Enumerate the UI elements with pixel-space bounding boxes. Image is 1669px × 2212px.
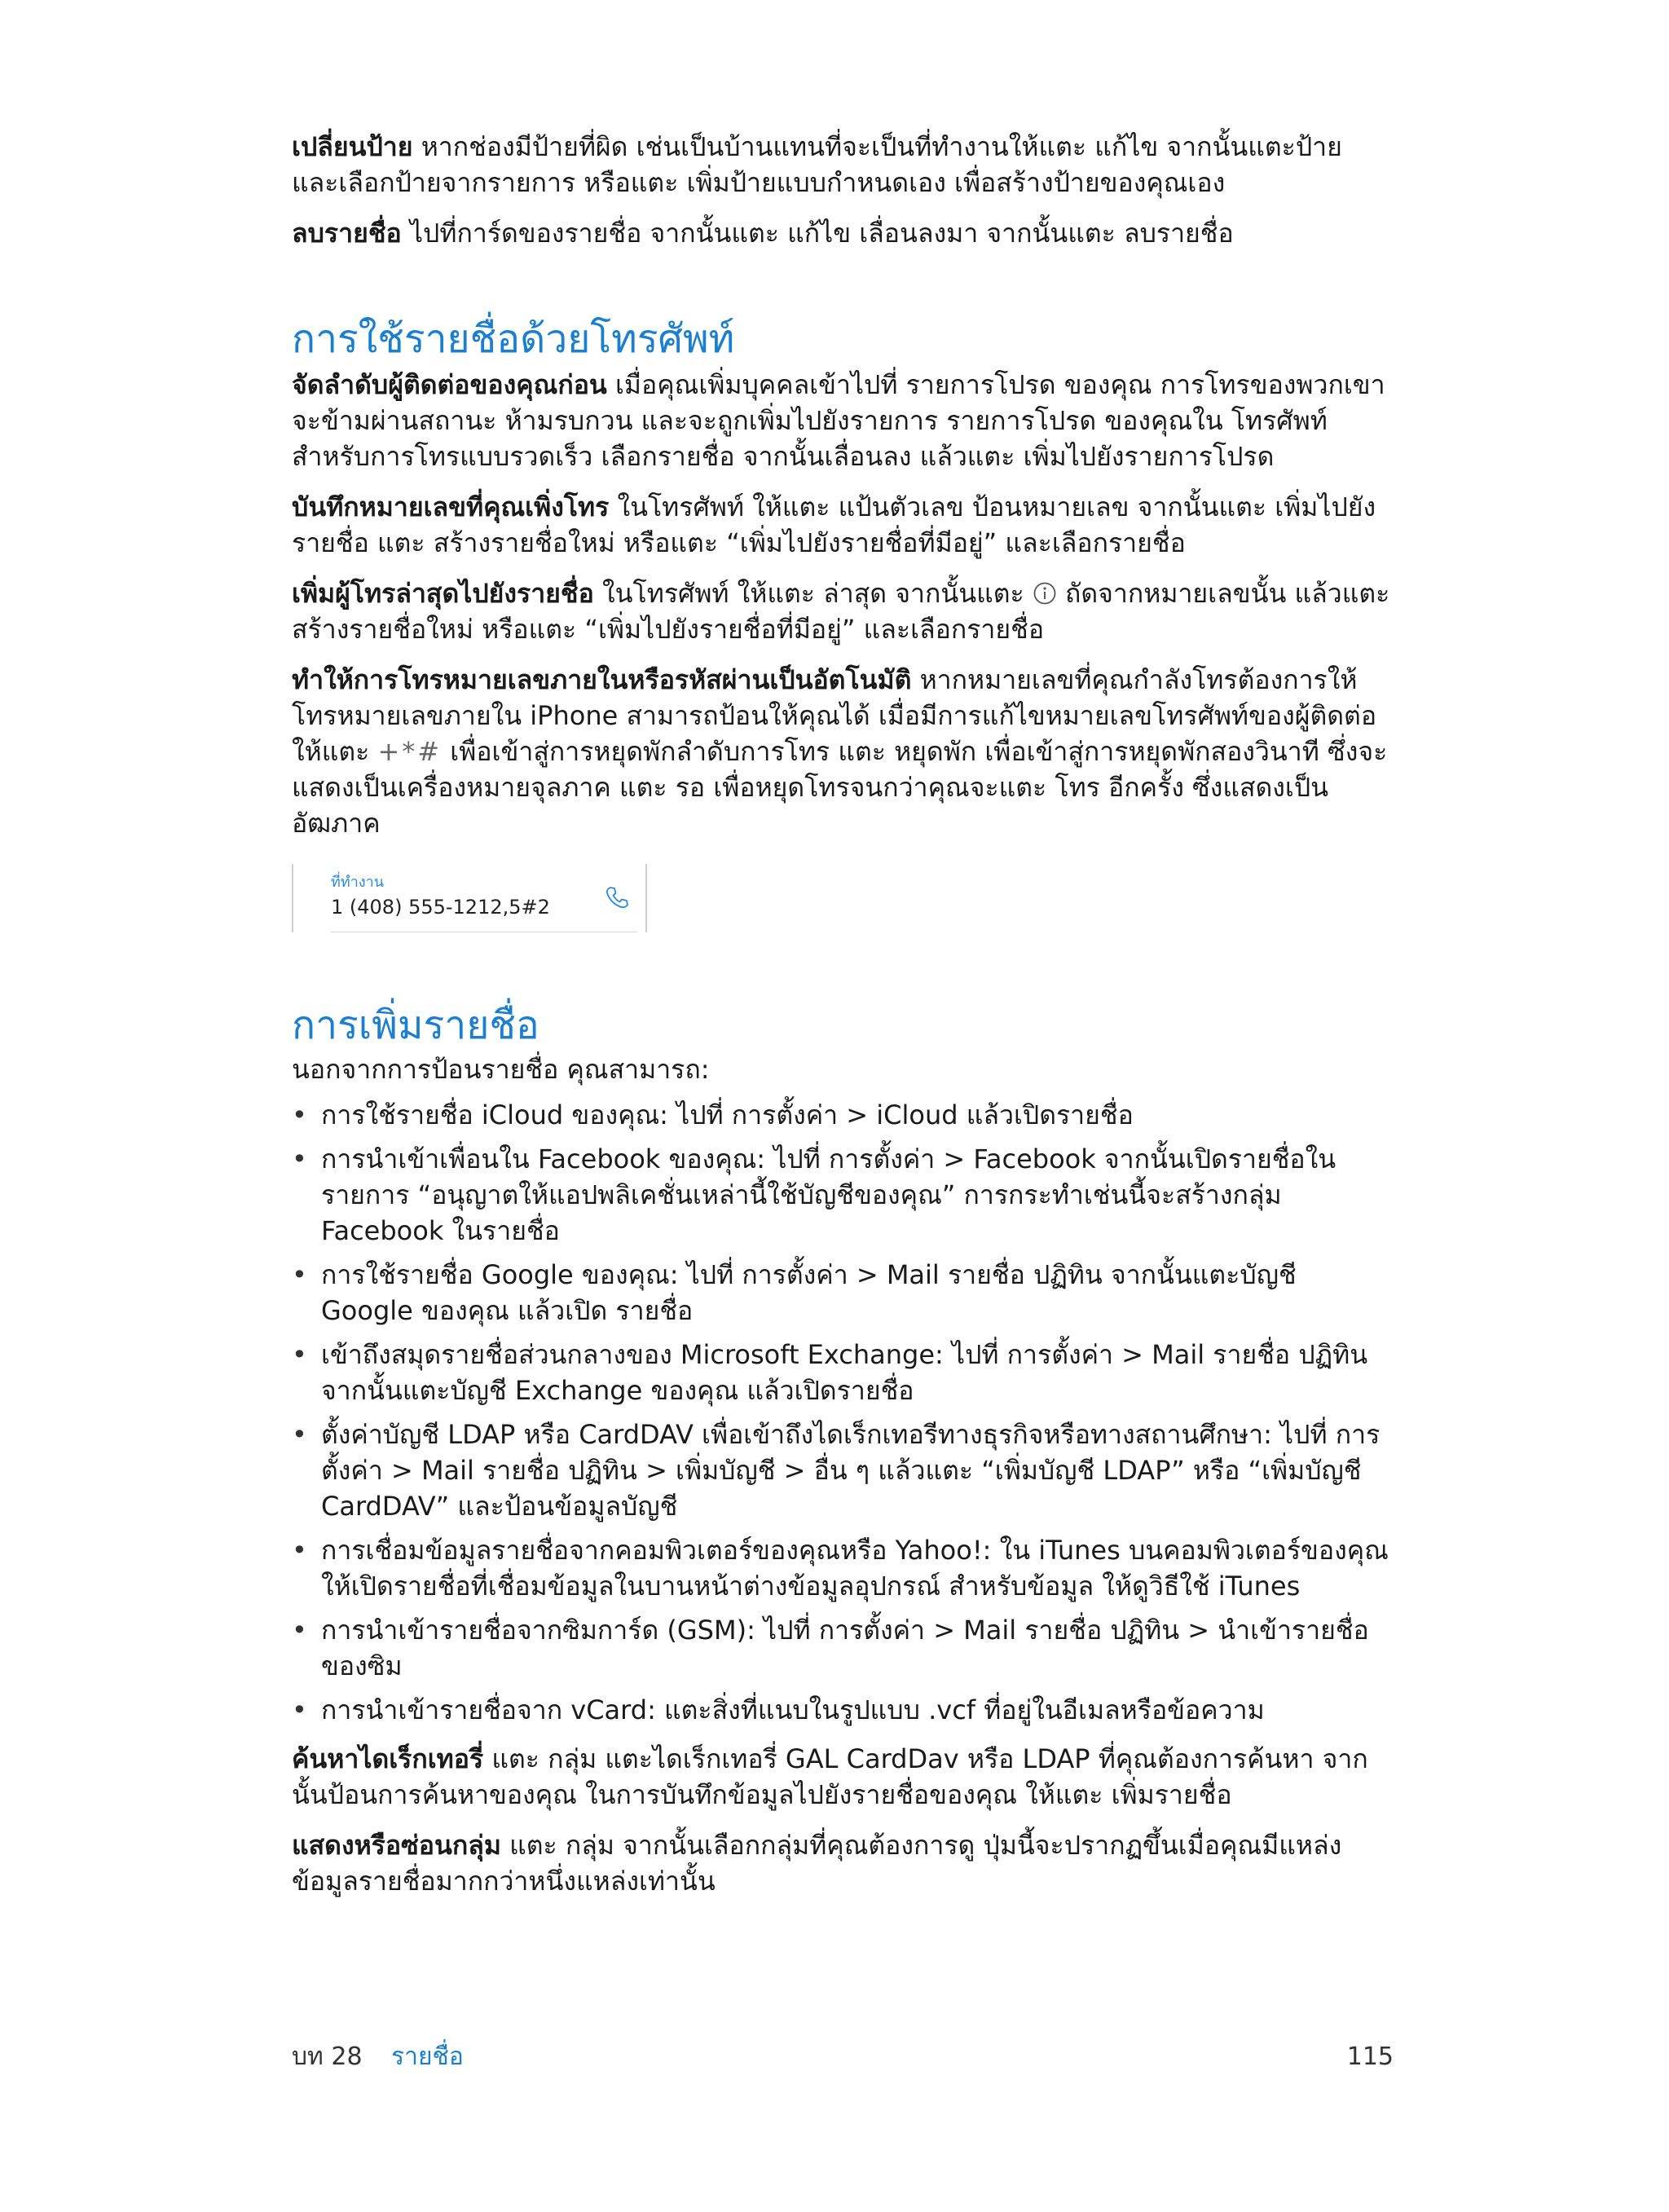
section-intro: นอกจากการป้อนรายชื่อ คุณสามารถ: (292, 1054, 710, 1085)
phone-call-icon (603, 883, 631, 911)
list-item: • ตั้งค่าบัญชี LDAP หรือ CardDAV เพื่อเข้าถึงไดเร็กเทอรีทางธุรกิจหรือทางสถานศึกษา: ไปที่ การตั้งค่า > Mail รายชื่อ ปฏิทิน > เพิ่มบัญชี > อื่น ๆ แล้วแตะ “เพิ่มบัญชี LDAP” หรือ “เพิ่มบัญชี CardDAV” และป้อนข้อมูลบัญชี (292, 1417, 1392, 1524)
chapter-name-link[interactable]: รายชื่อ (391, 2042, 464, 2071)
phone-number: 1 (408) 555-1212,5#2 (331, 896, 550, 919)
list-item: • การนำเข้ารายชื่อจากซิมการ์ด (GSM): ไปที่ การตั้งค่า > Mail รายชื่อ ปฏิทิน > นำเข้ารายชื่อของซิม (292, 1612, 1392, 1684)
section-title-use-contacts-with-phone: การใช้รายชื่อด้วยโทรศัพท์ (292, 316, 735, 362)
bullet-icon: • (292, 1099, 307, 1130)
paragraph-extension-dialing: ทำให้การโทรหมายเลขภายในหรือรหัสผ่านเป็นอัตโนมัติ หากหมายเลขที่คุณกำลังโทรต้องการให้โทรหมายเลขภายใน iPhone สามารถป้อนให้คุณได้ เมื่อมีการแก้ไขหมายเลขโทรศัพท์ของผู้ติดต่อ ให้แตะ +*# เพื่อเข้าสู่การหยุดพักลำดับการโทร แตะ หยุดพัก เพื่อเข้าสู่การหยุดพักสองวินาที ซึ่งจะแสดงเป็นเครื่องหมายจุลภาค แตะ รอ เพื่อหยุดโทรจนกว่าคุณจะแตะ โทร อีกครั้ง ซึ่งแสดงเป็นอัฒภาค (292, 664, 1388, 839)
page-number: 115 (1346, 2042, 1394, 2071)
list-item: • การใช้รายชื่อ iCloud ของคุณ: ไปที่ การตั้งค่า > iCloud แล้วเปิดรายชื่อ (292, 1097, 1392, 1133)
section-title-add-contacts: การเพิ่มรายชื่อ (292, 1002, 539, 1048)
list-item: • การนำเข้าเพื่อนใน Facebook ของคุณ: ไปที่ การตั้งค่า > Facebook จากนั้นเปิดรายชื่อในรายการ “อนุญาตให้แอปพลิเคชั่นเหล่านี้ใช้บัญชีของคุณ” การกระทำเช่นนี้จะสร้างกลุ่ม Facebook ในรายชื่อ (292, 1141, 1392, 1249)
bullet-icon: • (292, 1535, 307, 1566)
list-item: • เข้าถึงสมุดรายชื่อส่วนกลางของ Microsoft Exchange: ไปที่ การตั้งค่า > Mail รายชื่อ ปฏิทิน จากนั้นแตะบัญชี Exchange ของคุณ แล้วเปิดรายชื่อ (292, 1337, 1392, 1408)
paragraph-delete-contact: ลบรายชื่อ ไปที่การ์ดของรายชื่อ จากนั้นแตะ แก้ไข เลื่อนลงมา จากนั้นแตะ ลบรายชื่อ (292, 218, 1234, 249)
paragraph-change-label: เปลี่ยนป้าย หากช่องมีป้ายที่ผิด เช่นเป็นบ้านแทนที่จะเป็นที่ทำงานให้แตะ แก้ไข จากนั้นแตะป้าย และเลือกป้ายจากรายการ หรือแตะ เพิ่มป้ายแบบกำหนดเอง เพื่อสร้างป้ายของคุณเอง (292, 131, 1342, 198)
paragraph-search-directory: ค้นหาไดเร็กเทอรี่ แตะ กลุ่ม แตะไดเร็กเทอรี่ GAL CardDav หรือ LDAP ที่คุณต้องการค้นหา จากนั้นป้อนการค้นหาของคุณ ในการบันทึกข้อมูลไปยังรายชื่อของคุณ ให้แตะ เพิ่มรายชื่อ (292, 1743, 1368, 1810)
bullet-icon: • (292, 1694, 307, 1725)
keypad-symbols-icon: +*# (377, 736, 443, 767)
bullet-icon: • (292, 1259, 307, 1290)
page-content (292, 129, 1392, 1914)
list-item: • การนำเข้ารายชื่อจาก vCard: แตะสิ่งที่แนบในรูปแบบ .vcf ที่อยู่ในอีเมลหรือข้อความ (292, 1692, 1392, 1728)
bullet-icon: • (292, 1419, 307, 1450)
phone-number-example (292, 864, 647, 932)
paragraph-save-number: บันทึกหมายเลขที่คุณเพิ่งโทร ในโทรศัพท์ ให้แตะ แป้นตัวเลข ป้อนหมายเลข จากนั้นแตะ เพิ่มไปยังรายชื่อ แตะ สร้างรายชื่อใหม่ หรือแตะ “เพิ่มไปยังรายชื่อที่มีอยู่” และเลือกรายชื่อ (292, 491, 1376, 558)
paragraph-add-recent-caller: เพิ่มผู้โทรล่าสุดไปยังรายชื่อ ในโทรศัพท์ ให้แตะ ล่าสุด จากนั้นแตะ ถัดจากหมายเลขนั้น แล้วแตะ สร้างรายชื่อใหม่ หรือแตะ “เพิ่มไปยังรายชื่อที่มีอยู่” และเลือกรายชื่อ (292, 578, 1390, 645)
chapter-number: บท 28 (292, 2042, 363, 2071)
add-contacts-list (292, 1097, 1392, 1728)
bullet-icon: • (292, 1615, 307, 1646)
info-icon (1033, 581, 1057, 606)
page-footer (292, 2042, 1394, 2075)
bullet-icon: • (292, 1143, 307, 1174)
phone-label: ที่ทำงาน (331, 874, 385, 891)
paragraph-favorites: จัดลำดับผู้ติดต่อของคุณก่อน เมื่อคุณเพิ่มบุคคลเข้าไปที่ รายการโปรด ของคุณ การโทรของพวกเขาจะข้ามผ่านสถานะ ห้ามรบกวน และจะถูกเพิ่มไปยังรายการ รายการโปรด ของคุณใน โทรศัพท์ สำหรับการโทรแบบรวดเร็ว เลือกรายชื่อ จากนั้นเลื่อนลง แล้วแตะ เพิ่มไปยังรายการโปรด (292, 369, 1385, 472)
paragraph-show-hide-groups: แสดงหรือซ่อนกลุ่ม แตะ กลุ่ม จากนั้นเลือกกลุ่มที่คุณต้องการดู ปุ่มนี้จะปรากฏขึ้นเมื่อคุณมีแหล่งข้อมูลรายชื่อมากกว่าหนึ่งแหล่งเท่านั้น (292, 1830, 1342, 1897)
list-item: • การใช้รายชื่อ Google ของคุณ: ไปที่ การตั้งค่า > Mail รายชื่อ ปฏิทิน จากนั้นแตะบัญชี Google ของคุณ แล้วเปิด รายชื่อ (292, 1257, 1392, 1329)
bullet-icon: • (292, 1339, 307, 1370)
list-item: • การเชื่อมข้อมูลรายชื่อจากคอมพิวเตอร์ของคุณหรือ Yahoo!: ใน iTunes บนคอมพิวเตอร์ของคุณ ให้เปิดรายชื่อที่เชื่อมข้อมูลในบานหน้าต่างข้อมูลอุปกรณ์ สำหรับข้อมูล ให้ดูวิธีใช้ iTunes (292, 1532, 1392, 1604)
